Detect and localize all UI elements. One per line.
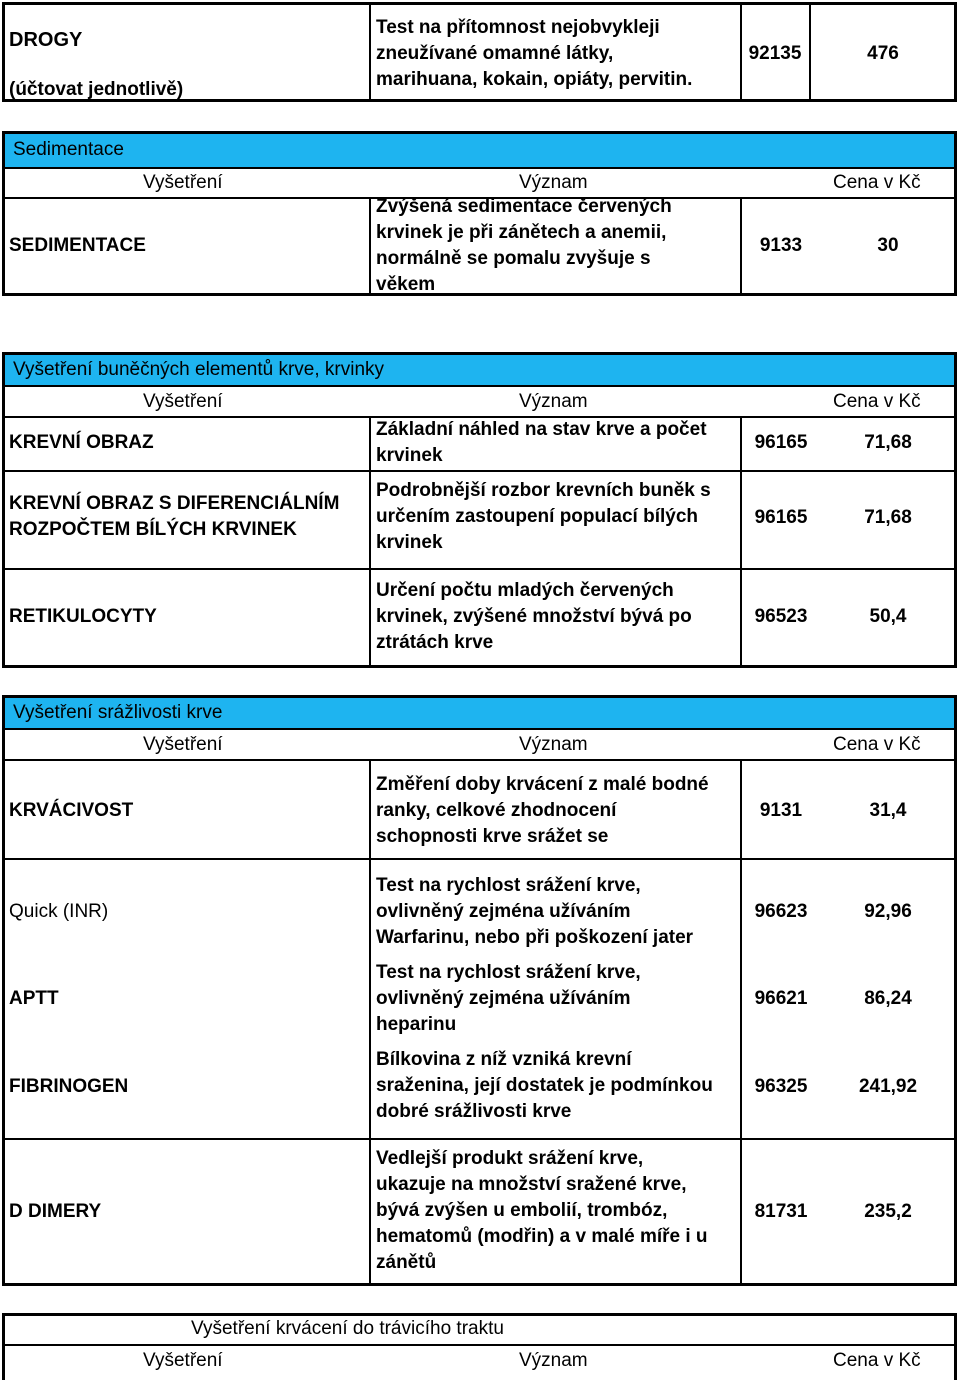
row-desc-line: sraženina, její dostatek je podmínkou xyxy=(376,1075,713,1096)
row-name: FIBRINOGEN xyxy=(9,1076,129,1097)
row-code: 81731 xyxy=(754,1201,808,1222)
row-desc-line: Podrobnější rozbor krevních buněk s xyxy=(376,480,711,501)
row-desc-line: Test na rychlost srážení krve, xyxy=(376,962,641,983)
row-name: KRVÁCIVOST xyxy=(9,800,134,821)
section-title: Vyšetření buněčných elementů krve, krvinky xyxy=(13,359,385,380)
row-desc-line: ukazuje na množství sražené krve, xyxy=(376,1174,687,1195)
row-desc-line: hematomů (modřin) a v malé míře i u xyxy=(376,1226,708,1247)
row-name: RETIKULOCYTY xyxy=(9,606,157,627)
header-exam: Vyšetření xyxy=(143,172,223,193)
row-desc-line: krvinek, zvýšené množství bývá po xyxy=(376,606,692,627)
row-code: 96165 xyxy=(754,507,808,528)
row-desc-line: Test na rychlost srážení krve, xyxy=(376,875,641,896)
row-desc-line: normálně se pomalu zvyšuje s xyxy=(376,248,651,269)
row-name: D DIMERY xyxy=(9,1201,102,1222)
row-code: 9133 xyxy=(759,235,803,256)
drugs-name: DROGY xyxy=(9,29,83,51)
row-name: ROZPOČTEM BÍLÝCH KRVINEK xyxy=(9,519,297,540)
header-exam: Vyšetření xyxy=(143,391,223,412)
row-code: 9131 xyxy=(759,800,803,821)
row-desc-line: Základní náhled na stav krve a počet xyxy=(376,419,707,440)
row-desc-line: ztrátách krve xyxy=(376,632,494,653)
header-meaning: Význam xyxy=(519,1350,588,1371)
row-desc-line: Změření doby krvácení z malé bodné xyxy=(376,774,709,795)
section-travici-trakt xyxy=(2,1313,957,1380)
row-desc-line: krvinek xyxy=(376,445,443,466)
row-price: 241,92 xyxy=(858,1076,918,1097)
section-title: Sedimentace xyxy=(13,139,124,160)
row-desc-line: zánětů xyxy=(376,1252,437,1273)
row-code: 96621 xyxy=(754,988,808,1009)
row-desc-line: ovlivněný zejména užíváním xyxy=(376,988,631,1009)
row-desc-line: schopnosti krve srážet se xyxy=(376,826,609,847)
row-desc-line: ranky, celkové zhodnocení xyxy=(376,800,617,821)
row-price: 30 xyxy=(877,235,899,256)
drugs-name-note: (účtovat jednotlivě) xyxy=(9,79,184,100)
section-srazlivost xyxy=(2,695,957,1286)
row-price: 235,2 xyxy=(864,1201,912,1222)
header-price: Cena v Kč xyxy=(833,734,921,755)
header-meaning: Význam xyxy=(519,391,588,412)
section-title: Vyšetření krvácení do trávicího traktu xyxy=(191,1318,504,1339)
row-price: 92,96 xyxy=(864,901,912,922)
row-desc-line: heparinu xyxy=(376,1014,457,1035)
row-name: APTT xyxy=(9,988,59,1009)
drugs-desc-line: zneužívané omamné látky, xyxy=(376,43,614,64)
row-desc-line: Bílkovina z níž vzniká krevní xyxy=(376,1049,632,1070)
row-desc-line: ovlivněný zejména užíváním xyxy=(376,901,631,922)
header-price: Cena v Kč xyxy=(833,391,921,412)
row-desc-line: Warfarinu, nebo při poškození jater xyxy=(376,927,694,948)
row-code: 96623 xyxy=(754,901,808,922)
section-krvinky xyxy=(2,352,957,668)
row-name: KREVNÍ OBRAZ xyxy=(9,432,154,453)
row-price: 71,68 xyxy=(864,432,912,453)
header-meaning: Význam xyxy=(519,172,588,193)
row-price: 50,4 xyxy=(869,606,907,627)
drugs-desc-line: Test na přítomnost nejobvykleji xyxy=(376,17,660,38)
header-price: Cena v Kč xyxy=(833,172,921,193)
row-desc-line: Vedlejší produkt srážení krve, xyxy=(376,1148,644,1169)
row-name: SEDIMENTACE xyxy=(9,235,146,256)
row-code: 96523 xyxy=(754,606,808,627)
row-desc-line: krvinek xyxy=(376,532,443,553)
section-title: Vyšetření srážlivosti krve xyxy=(13,702,223,723)
header-price: Cena v Kč xyxy=(833,1350,921,1371)
drugs-desc-line: marihuana, kokain, opiáty, pervitin. xyxy=(376,69,693,90)
row-name: Quick (INR) xyxy=(9,901,109,922)
section-sedimentace xyxy=(2,131,957,296)
header-meaning: Význam xyxy=(519,734,588,755)
row-desc-line: věkem xyxy=(376,274,436,295)
drugs-row xyxy=(2,2,957,102)
row-desc-line: dobré srážlivosti krve xyxy=(376,1101,572,1122)
header-exam: Vyšetření xyxy=(143,734,223,755)
row-price: 71,68 xyxy=(864,507,912,528)
header-exam: Vyšetření xyxy=(143,1350,223,1371)
section-title-bar xyxy=(5,134,954,167)
row-price: 86,24 xyxy=(864,988,912,1009)
row-desc-line: Určení počtu mladých červených xyxy=(376,580,674,601)
drugs-code: 92135 xyxy=(748,43,802,64)
row-desc-line: určením zastoupení populací bílých xyxy=(376,506,698,527)
row-desc-line: Zvýšená sedimentace červených xyxy=(376,196,672,217)
row-desc-line: bývá zvýšen u embolií, trombóz, xyxy=(376,1200,668,1221)
row-code: 96165 xyxy=(754,432,808,453)
row-code: 96325 xyxy=(754,1076,808,1097)
row-desc-line: krvinek je při zánětech a anemii, xyxy=(376,222,667,243)
row-price: 31,4 xyxy=(869,800,907,821)
row-name: KREVNÍ OBRAZ S DIFERENCIÁLNÍM xyxy=(9,493,340,514)
drugs-price: 476 xyxy=(867,43,899,64)
